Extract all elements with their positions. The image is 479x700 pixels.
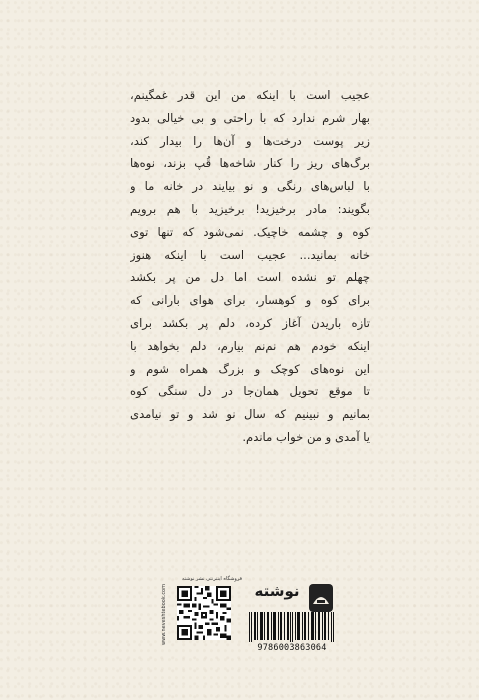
publisher-block bbox=[161, 576, 335, 660]
text-line: برای کوه و کوهسار، برای هوای بارانی که bbox=[130, 293, 370, 308]
text-line: زیر پوست درخت‌ها و آن‌ها را بیدار کند، bbox=[130, 133, 370, 148]
text-line: تازه باریدن آغاز کرده، دلم پر بکشد برای bbox=[130, 315, 370, 330]
text-line: با لباس‌های رنگی و نو بیایند در خانه ما و bbox=[130, 179, 370, 194]
isbn-barcode bbox=[247, 612, 337, 642]
website-url[interactable]: www.neveshtebook.com bbox=[161, 584, 167, 645]
text-line: اینکه خودم هم نم‌نم بیارم، دلم بخواهد با bbox=[130, 338, 370, 353]
text-line: بهار شرم ندارد که با راحتی و بی خیالی بدود bbox=[130, 110, 370, 125]
store-label: فروشگاه اینترنتی نشر نوشته bbox=[181, 576, 242, 582]
text-line: خانه بمانید... عجیب است با اینکه هنوز bbox=[130, 247, 370, 262]
text-line: یا آمدی و من خواب ماندم. bbox=[242, 429, 370, 444]
isbn-number: 9786003863064 bbox=[257, 643, 327, 653]
text-line: برگ‌های ریز را کنار شاخه‌ها قُپ بزند، نوه‌ها bbox=[130, 156, 370, 171]
text-line: بگویند: مادر برخیزید! برخیزید با هم برویم bbox=[130, 201, 370, 216]
back-cover-text bbox=[130, 84, 370, 449]
text-line: این نوه‌های کوچک و بزرگ همراه شوم و bbox=[130, 361, 370, 376]
qr-code bbox=[177, 586, 231, 640]
text-line: تا موقع تحویل همان‌جا در دل سنگی کوه bbox=[130, 384, 370, 399]
text-line: چهلم تو نشده است اما دل من پر بکشد bbox=[130, 270, 370, 285]
publisher-logo-text: نوشته bbox=[254, 582, 300, 600]
text-line: کوه و چشمه خاچیک. نمی‌شود که تنها توی bbox=[130, 224, 370, 239]
text-line: بمانیم و نبینیم که سال نو شد و تو نیامدی bbox=[130, 407, 370, 422]
text-line: عجیب است با اینکه من این قدر غمگینم، bbox=[130, 88, 370, 102]
